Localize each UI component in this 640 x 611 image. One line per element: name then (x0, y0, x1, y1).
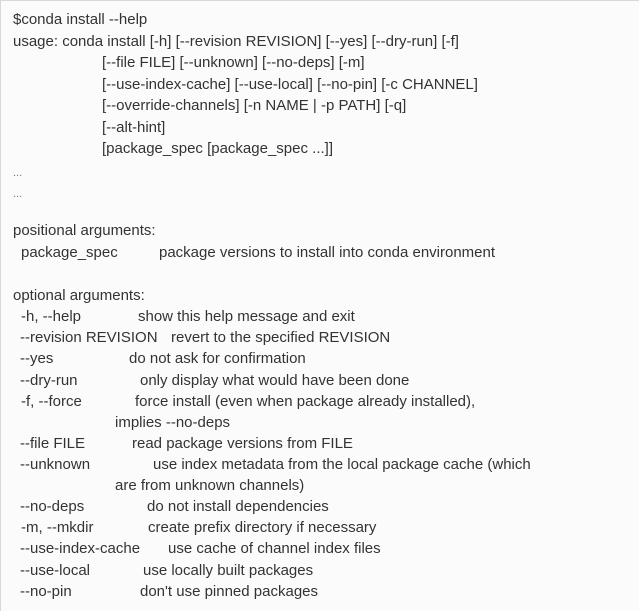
arg-desc: use index metadata from the local package cache (which (153, 456, 531, 473)
arg-desc: create prefix directory if necessary (148, 519, 377, 536)
usage-line: [--alt-hint] (102, 119, 166, 136)
ellipsis: ... (13, 167, 23, 179)
arg-desc: revert to the specified REVISION (171, 329, 391, 346)
arg-desc: use cache of channel index files (168, 540, 381, 557)
ellipsis: ... (13, 188, 23, 200)
arg-name: --no-pin (20, 583, 72, 600)
arg-name: -m, --mkdir (21, 519, 94, 536)
arg-desc: do not install dependencies (147, 498, 329, 515)
arg-desc: only display what would have been done (140, 372, 410, 389)
arg-name: -f, --force (21, 393, 82, 410)
arg-desc-continued: implies --no-deps (115, 414, 231, 431)
arg-name: --file FILE (20, 435, 86, 452)
arg-name: --yes (20, 350, 54, 367)
arg-desc-continued: are from unknown channels) (115, 477, 305, 494)
arg-name: --use-index-cache (20, 540, 141, 557)
arg-name: --no-deps (20, 498, 85, 515)
arg-name: --revision REVISION (20, 329, 158, 346)
arg-name: --use-local (20, 562, 91, 579)
arg-desc: read package versions from FILE (132, 435, 353, 452)
arg-name: --dry-run (20, 372, 78, 389)
arg-desc: show this help message and exit (138, 308, 355, 325)
usage-line: [--file FILE] [--unknown] [--no-deps] [-m] (102, 54, 365, 71)
arg-desc: use locally built packages (143, 562, 314, 579)
usage-line: [package_spec [package_spec ...]] (102, 140, 333, 157)
arg-desc: don't use pinned packages (140, 583, 319, 600)
arg-desc: do not ask for confirmation (129, 350, 306, 367)
arg-name: -h, --help (21, 308, 82, 325)
positional-heading: positional arguments: (13, 222, 156, 239)
arg-name: --unknown (20, 456, 91, 473)
arg-desc: force install (even when package already installed), (135, 393, 476, 410)
arg-desc: package versions to install into conda environment (159, 244, 496, 261)
optional-heading: optional arguments: (13, 287, 145, 304)
usage-line: [--use-index-cache] [--use-local] [--no-pin] [-c CHANNEL] (102, 76, 478, 93)
command-line: $conda install --help (13, 11, 148, 28)
arg-name: package_spec (21, 244, 118, 261)
usage-line: [--override-channels] [-n NAME | -p PATH] [-q] (102, 97, 407, 114)
usage-line: usage: conda install [-h] [--revision REVISION] [--yes] [--dry-run] [-f] (13, 33, 459, 50)
